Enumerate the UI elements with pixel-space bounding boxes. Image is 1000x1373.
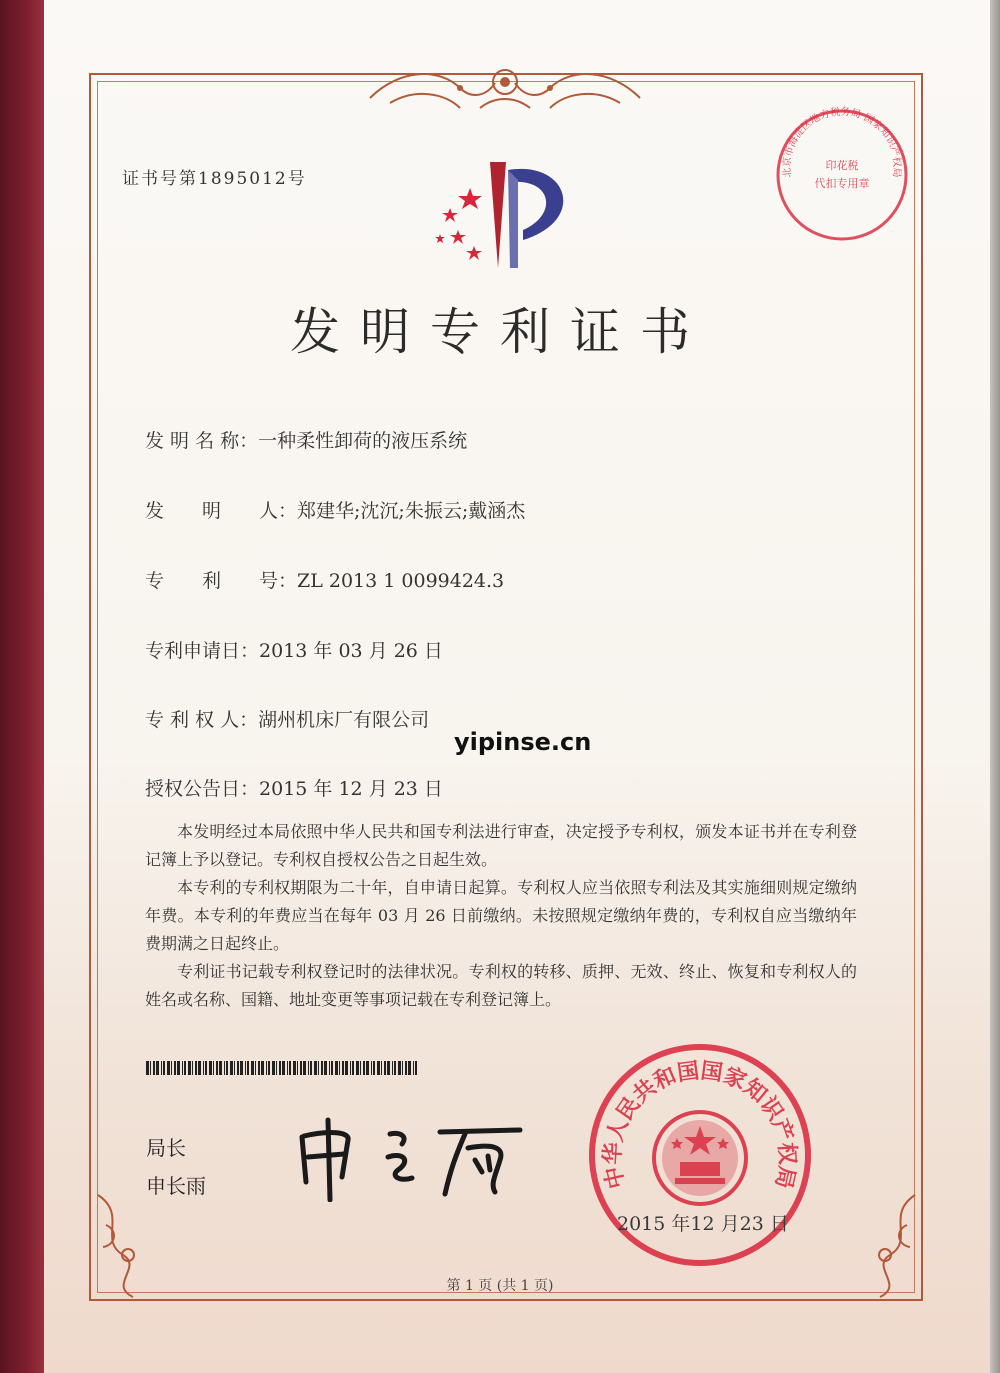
barcode-bar (230, 1061, 233, 1075)
seal-date: 2015 年12 月23 日 (617, 1213, 789, 1235)
barcode-bar (303, 1061, 306, 1075)
barcode-bar (300, 1061, 302, 1075)
barcode-bar (356, 1061, 359, 1075)
barcode-bar (384, 1061, 386, 1075)
barcode-bar (237, 1061, 239, 1075)
barcode-bar (209, 1061, 212, 1075)
barcode-bar (174, 1061, 176, 1075)
barcode-bar (350, 1061, 351, 1075)
seal-ring-text: 中华人民共和国国家知识产权局 (600, 1058, 800, 1191)
top-ornament (360, 58, 650, 120)
barcode-bar (324, 1061, 327, 1075)
barcode-bar (177, 1061, 180, 1075)
tax-stamp (772, 105, 912, 245)
barcode-bar (171, 1061, 172, 1075)
barcode-bar (161, 1061, 162, 1075)
barcode-bar (198, 1061, 201, 1075)
invention-name-row (145, 426, 467, 453)
barcode-bar (392, 1061, 393, 1075)
barcode-bar (335, 1061, 338, 1075)
barcode-bar (247, 1061, 249, 1075)
barcode-bar (216, 1061, 218, 1075)
barcode-bar (331, 1061, 333, 1075)
patentee-row (145, 705, 429, 732)
barcode-bar (408, 1061, 411, 1075)
director-name: 申长雨 (146, 1174, 206, 1198)
barcode-bar (234, 1061, 235, 1075)
barcode-bar (146, 1061, 149, 1075)
barcode-bar (345, 1061, 348, 1075)
barcode-bar (321, 1061, 323, 1075)
barcode-bar (258, 1061, 260, 1075)
barcode-bar (413, 1061, 414, 1075)
barcode-bar (240, 1061, 243, 1075)
barcode-bar (398, 1061, 401, 1075)
barcode-bar (289, 1061, 291, 1075)
inventors-row (145, 496, 525, 523)
barcode-bar (255, 1061, 256, 1075)
barcode-bar (195, 1061, 197, 1075)
barcode-bar (363, 1061, 365, 1075)
barcode-bar (339, 1061, 340, 1075)
binding-edge (0, 0, 44, 1373)
barcode-bar (360, 1061, 361, 1075)
barcode-bar (184, 1061, 186, 1075)
barcode-bar (402, 1061, 403, 1075)
grant-date-label: 授权公告日： (145, 778, 260, 800)
application-date-value: 2013 年 03 月 26 日 (259, 640, 443, 662)
barcode-bar (329, 1061, 330, 1075)
barcode-bar (308, 1061, 309, 1075)
barcode-bar (310, 1061, 312, 1075)
barcode-bar (167, 1061, 170, 1075)
tax-stamp-ring-text: 北京市海淀区地方税务局 国家知识产权局 (781, 106, 903, 179)
barcode-bar (415, 1061, 417, 1075)
national-emblem (654, 1112, 746, 1204)
director-signature (290, 1112, 530, 1202)
barcode-bar (366, 1061, 369, 1075)
barcode-bar (297, 1061, 298, 1075)
barcode-bar (150, 1061, 151, 1075)
director-title: 局长 (146, 1136, 186, 1160)
barcode-bar (153, 1061, 155, 1075)
barcode-bar (163, 1061, 165, 1075)
barcode-bar (245, 1061, 246, 1075)
patentee-label: 专 利 权 人： (145, 709, 259, 731)
barcode-bar (268, 1061, 270, 1075)
barcode-bar (266, 1061, 267, 1075)
patent-number-row (145, 566, 504, 593)
barcode-bar (219, 1061, 222, 1075)
certificate-body (145, 818, 857, 1014)
barcode-bar (282, 1061, 285, 1075)
barcode-bar (261, 1061, 264, 1075)
barcode-bar (272, 1061, 275, 1075)
barcode-bar (287, 1061, 288, 1075)
barcode-bar (318, 1061, 319, 1075)
grant-date-value: 2015 年 12 月 23 日 (259, 778, 443, 800)
body-paragraph-3: 专利证书记载专利权登记时的法律状况。专利权的转移、质押、无效、终止、恢复和专利权人的姓名或名称、国籍、地址变更等事项记载在专利登记簿上。 (145, 962, 857, 1009)
grant-date-row (145, 774, 443, 801)
inventors-label: 发 明 人： (145, 500, 298, 522)
barcode-bar (203, 1061, 204, 1075)
barcode-bar (251, 1061, 254, 1075)
page-edge (990, 0, 1000, 1373)
barcode-bar (205, 1061, 207, 1075)
barcode-bar (405, 1061, 407, 1075)
application-date-label: 专利申请日： (145, 640, 260, 662)
barcode-bar (293, 1061, 296, 1075)
barcode-bar (188, 1061, 191, 1075)
patent-number-value: ZL 2013 1 0099424.3 (297, 570, 505, 592)
barcode-bar (371, 1061, 372, 1075)
barcode-bar (373, 1061, 375, 1075)
barcode-bar (279, 1061, 281, 1075)
barcode-bar (381, 1061, 382, 1075)
barcode-bar (377, 1061, 380, 1075)
barcode-bar (314, 1061, 317, 1075)
barcode-bar (213, 1061, 214, 1075)
invention-name-value: 一种柔性卸荷的液压系统 (258, 430, 468, 452)
patent-office-emblem (428, 150, 580, 275)
tax-stamp-line-1: 印花税 (825, 159, 859, 172)
barcode-bar (226, 1061, 228, 1075)
barcode-bar (387, 1061, 390, 1075)
certificate-number: 证书号第1895012号 (122, 169, 307, 189)
watermark-text: yipinse.cn (454, 728, 592, 756)
certificate-title: 发明专利证书 (290, 303, 710, 361)
patent-number-label: 专 利 号： (145, 570, 298, 592)
body-paragraph-1: 本发明经过本局依照中华人民共和国专利法进行审查，决定授予专利权，颁发本证书并在专利登记簿上予以登记。专利权自授权公告之日起生效。 (145, 822, 857, 869)
inventors-value: 郑建华;沈沉;朱振云;戴涵杰 (297, 500, 526, 522)
barcode-bar (224, 1061, 225, 1075)
barcode-bar (182, 1061, 183, 1075)
barcode-bar (352, 1061, 354, 1075)
barcode-bar (156, 1061, 159, 1075)
barcode-bar (394, 1061, 396, 1075)
application-date-row (145, 636, 443, 663)
barcode-bar (192, 1061, 193, 1075)
patentee-value: 湖州机床厂有限公司 (258, 709, 430, 731)
tax-stamp-line-2: 代扣专用章 (814, 177, 870, 190)
barcode-bar (276, 1061, 277, 1075)
barcode-bar (342, 1061, 344, 1075)
body-paragraph-2: 本专利的专利权期限为二十年，自申请日起算。专利权人应当依照专利法及其实施细则规定缴纳年费。本专利的年费应当在每年 03 月 26 日前缴纳。未按照规定缴纳年费的，专利权自应当缴纳年费期满之日起终止。 (145, 878, 857, 953)
barcode (146, 1061, 418, 1075)
invention-name-label: 发 明 名 称： (145, 430, 259, 452)
page-number: 第 1 页 (共 1 页) (446, 1278, 554, 1294)
